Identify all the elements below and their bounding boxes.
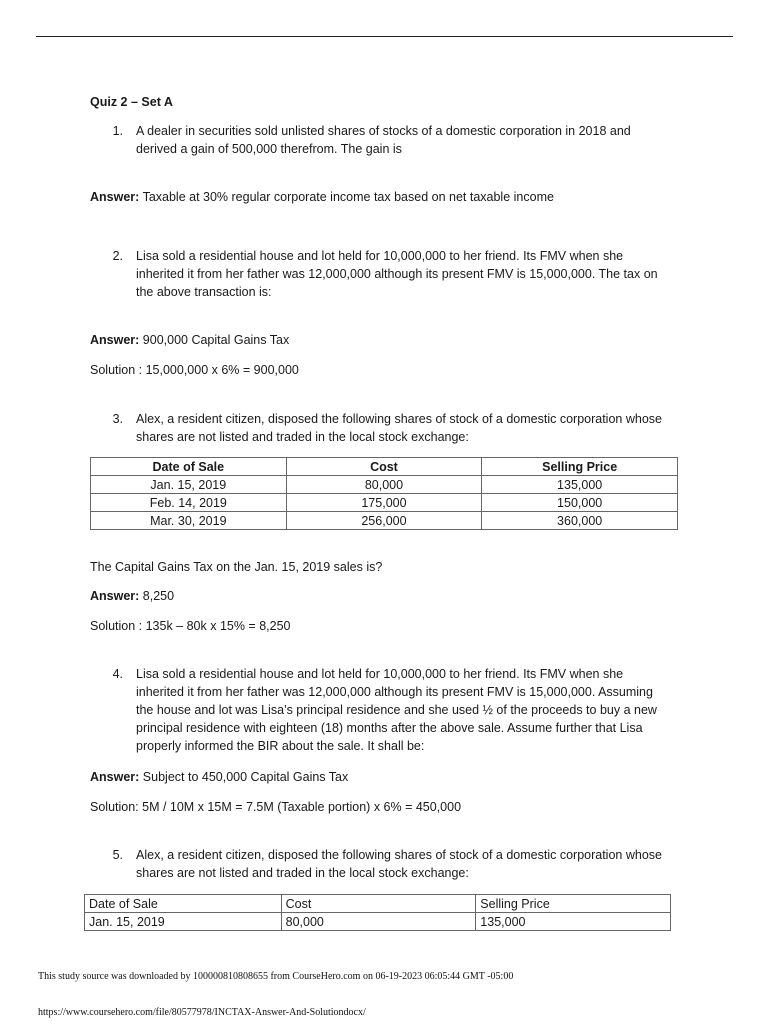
- question-3-line: Alex, a resident citizen, disposed the following shares of stock of a domestic corporation whose: [136, 412, 662, 426]
- question-5-number: 5.: [112, 848, 123, 862]
- cell-selling-price: 135,000: [482, 476, 678, 494]
- answer-3: [90, 587, 174, 605]
- table-row: [91, 494, 678, 512]
- shares-table-q5: [84, 894, 671, 931]
- question-2-line: Lisa sold a residential house and lot held for 10,000,000 to her friend. Its FMV when she: [136, 249, 624, 263]
- download-note: This study source was downloaded by 100000810808655 from CourseHero.com on 06-19-2023 06:05:44 GMT -05:00: [38, 971, 514, 982]
- answer-label: Answer:: [90, 589, 140, 603]
- question-4-line: Lisa sold a residential house and lot held for 10,000,000 to her friend. Its FMV when she: [136, 667, 624, 681]
- question-2-number: 2.: [112, 249, 123, 263]
- question-3-number: 3.: [112, 412, 123, 426]
- question-2-text: [136, 247, 658, 301]
- solution-2: Solution : 15,000,000 x 6% = 900,000: [90, 363, 299, 377]
- question-5-line: Alex, a resident citizen, disposed the following shares of stock of a domestic corporation whose: [136, 848, 662, 862]
- question-4-line: inherited it from her father was 12,000,000 although its present FMV is 15,000,000. Assuming: [136, 685, 653, 699]
- answer-4: [90, 768, 348, 786]
- cell-cost: 256,000: [286, 512, 482, 530]
- table-row: [91, 476, 678, 494]
- question-2-line: the above transaction is:: [136, 285, 272, 299]
- cell-cost: 175,000: [286, 494, 482, 512]
- question-4-line: properly informed the BIR about the sale. It shall be:: [136, 739, 425, 753]
- question-1-line: A dealer in securities sold unlisted shares of stocks of a domestic corporation in 2018 and: [136, 124, 631, 138]
- cell-selling-price: 360,000: [482, 512, 678, 530]
- header-date-of-sale: Date of Sale: [91, 458, 287, 476]
- answer-label: Answer:: [90, 333, 140, 347]
- cell-date: Mar. 30, 2019: [91, 512, 287, 530]
- header-selling-price: Selling Price: [476, 895, 671, 913]
- header-cost: Cost: [286, 458, 482, 476]
- question-4-text: [136, 665, 657, 755]
- solution-3: Solution : 135k – 80k x 15% = 8,250: [90, 619, 291, 633]
- question-3-text: [136, 410, 662, 446]
- solution-4: Solution: 5M / 10M x 15M = 7.5M (Taxable portion) x 6% = 450,000: [90, 800, 462, 814]
- cell-cost: 80,000: [281, 913, 476, 931]
- quiz-title: Quiz 2 – Set A: [90, 95, 173, 109]
- cell-date: Jan. 15, 2019: [91, 476, 287, 494]
- cell-cost: 80,000: [286, 476, 482, 494]
- question-1-line: derived a gain of 500,000 therefrom. The gain is: [136, 142, 402, 156]
- cell-selling-price: 150,000: [482, 494, 678, 512]
- question-5-text: [136, 846, 662, 882]
- header-rule: [36, 36, 733, 37]
- answer-label: Answer:: [90, 770, 140, 784]
- cell-date: Jan. 15, 2019: [85, 913, 282, 931]
- answer-3-value: 8,250: [139, 589, 175, 603]
- header-selling-price: Selling Price: [482, 458, 678, 476]
- table-header-row: [85, 895, 671, 913]
- question-4-line: principal residence with eighteen (18) months after the above sale. Assume further that Lisa: [136, 721, 643, 735]
- table-row: [85, 913, 671, 931]
- question-1-text: [136, 122, 631, 158]
- answer-2: [90, 331, 289, 349]
- question-4-line: the house and lot was Lisa’s principal residence and she used ½ of the proceeds to buy a new: [136, 703, 657, 717]
- header-date-of-sale: Date of Sale: [85, 895, 282, 913]
- shares-table-q3: [90, 457, 678, 530]
- cell-selling-price: 135,000: [476, 913, 671, 931]
- question-4-number: 4.: [112, 667, 123, 681]
- header-cost: Cost: [281, 895, 476, 913]
- question-3-line: shares are not listed and traded in the local stock exchange:: [136, 430, 469, 444]
- question-3-prompt: The Capital Gains Tax on the Jan. 15, 2019 sales is?: [90, 560, 383, 574]
- question-5-line: shares are not listed and traded in the local stock exchange:: [136, 866, 469, 880]
- answer-2-value: 900,000 Capital Gains Tax: [139, 333, 290, 347]
- answer-label: Answer:: [90, 190, 140, 204]
- answer-1-value: Taxable at 30% regular corporate income tax based on net taxable income: [139, 190, 554, 204]
- table-header-row: [91, 458, 678, 476]
- question-1-number: 1.: [112, 124, 123, 138]
- table-row: [91, 512, 678, 530]
- question-2-line: inherited it from her father was 12,000,000 although its present FMV is 15,000,000. The tax on: [136, 267, 658, 281]
- cell-date: Feb. 14, 2019: [91, 494, 287, 512]
- answer-4-value: Subject to 450,000 Capital Gains Tax: [139, 770, 349, 784]
- source-url-link[interactable]: https://www.coursehero.com/file/80577978/INCTAX-Answer-And-Solutiondocx/: [38, 1007, 366, 1018]
- answer-1: [90, 188, 554, 206]
